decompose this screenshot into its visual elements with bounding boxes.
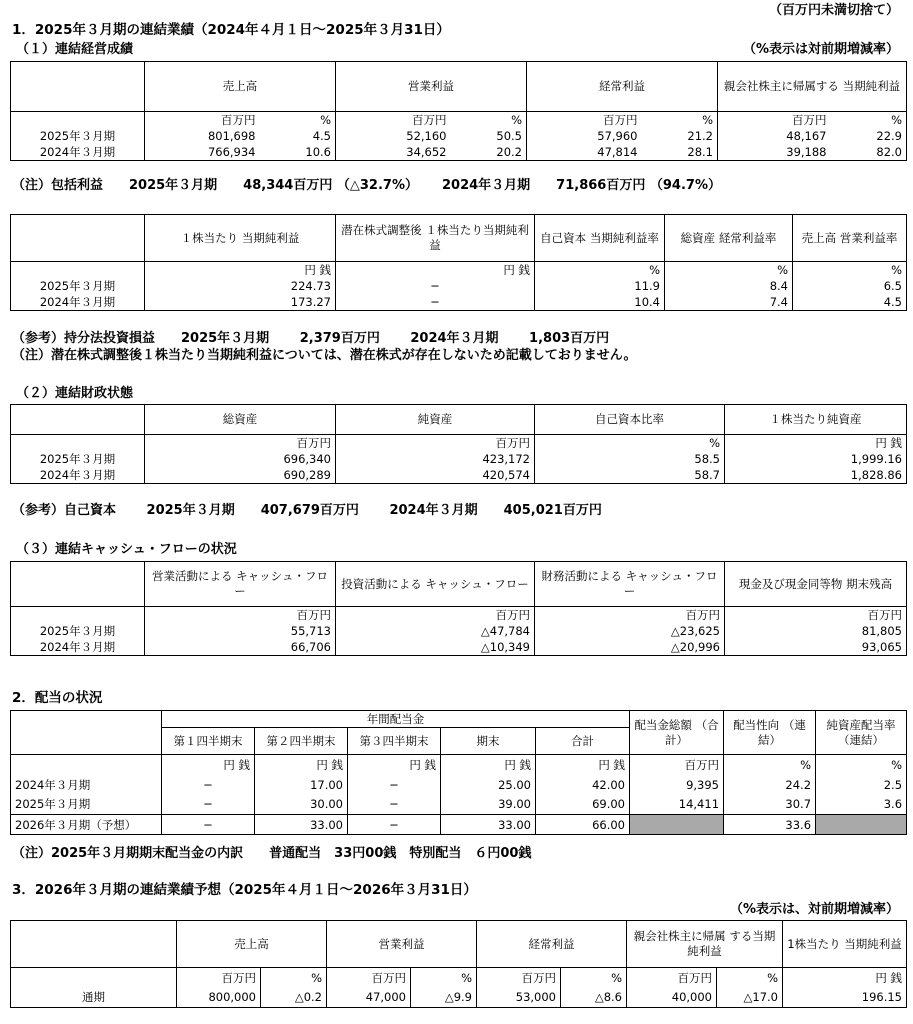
unit-cell: % (724, 755, 816, 775)
header-operating-profit: 営業利益 (327, 921, 477, 968)
unit-note: （百万円未満切捨て） (768, 3, 899, 18)
unit-blank (11, 262, 145, 279)
cell: 30.7 (724, 795, 816, 815)
table-row (11, 795, 907, 815)
unit-cell: 百万円 (145, 607, 336, 624)
cell: 1,828.86 (725, 467, 907, 484)
unit-cell: % (793, 262, 907, 279)
cell: 33.00 (255, 815, 348, 835)
row-label: 2025年３月期 (11, 128, 145, 144)
cell: ─ (348, 795, 441, 815)
shaded-cell (630, 815, 724, 835)
cell: ─ (348, 815, 441, 835)
header-eps: １株当たり 当期純利益 (145, 215, 336, 262)
header-operating-cf: 営業活動による キャッシュ・フロー (145, 562, 336, 607)
section-5-pct-note: （%表示は、対前期増減率） (729, 902, 899, 917)
header-roa: 総資産 経常利益率 (665, 215, 793, 262)
header-bps: １株当たり純資産 (725, 405, 907, 435)
cell: 58.7 (535, 467, 725, 484)
unit-cell: % (535, 435, 725, 452)
unit-cell: % (717, 968, 783, 988)
unit-cell: 百万円 (327, 968, 411, 988)
cell: 423,172 (336, 451, 535, 467)
cell: 33.00 (441, 815, 536, 835)
unit-cell: % (561, 968, 627, 988)
unit-cell: 円 銭 (336, 262, 535, 279)
shaded-cell (816, 815, 907, 835)
unit-cell: % (411, 968, 477, 988)
cell: 42.00 (536, 775, 630, 795)
header-blank (11, 405, 145, 435)
table-row (11, 815, 907, 835)
row-label: 2024年３月期 (11, 294, 145, 311)
cell: △20,996 (535, 639, 725, 656)
cell: 39,188 (718, 144, 831, 161)
cell: 1,999.16 (725, 451, 907, 467)
cell: ─ (348, 775, 441, 795)
unit-cell: % (642, 112, 718, 129)
dividend-breakdown-note: （注）2025年３月期期末配当金の内訳 普通配当 33円00銭 特別配当 ６円00銭 (12, 846, 532, 861)
cell: 69.00 (536, 795, 630, 815)
header-eps: 1株当たり 当期純利益 (783, 921, 907, 968)
cell: 53,000 (477, 988, 561, 1008)
header-blank (11, 921, 177, 968)
cell: 82.0 (831, 144, 907, 161)
unit-cell: 円 銭 (162, 755, 255, 775)
cell: 173.27 (145, 294, 336, 311)
header-blank (11, 62, 145, 112)
row-label: 2024年３月期 (11, 144, 145, 161)
dilution-note: （注）潜在株式調整後１株当たり当期純利益については、潜在株式が存在しないため記載しておりません。 (12, 348, 637, 363)
cell: 47,814 (527, 144, 642, 161)
unit-cell: 百万円 (535, 607, 725, 624)
cell: △47,784 (336, 623, 535, 639)
comprehensive-income-note: （注）包括利益 2025年３月期 48,344百万円 （△32.7%） 2024年３月期 71,866百万円 （94.7%） (12, 178, 721, 193)
unit-cell: % (260, 112, 336, 129)
cash-flows-table (10, 561, 907, 656)
section-5-title: 3．2026年３月期の連結業績予想（2025年４月１日～2026年３月31日） (12, 882, 477, 898)
cell: 81,805 (725, 623, 907, 639)
row-label: 通期 (11, 988, 177, 1008)
cell: 8.4 (665, 278, 793, 294)
unit-cell: 円 銭 (725, 435, 907, 452)
unit-cell: 円 銭 (783, 968, 907, 988)
cell: 40,000 (627, 988, 717, 1008)
cell: 34,652 (336, 144, 451, 161)
unit-cell: 円 銭 (145, 262, 336, 279)
header-roe: 自己資本 当期純利益率 (535, 215, 665, 262)
cell: 2.5 (816, 775, 907, 795)
unit-cell: 百万円 (177, 968, 261, 988)
unit-cell: 百万円 (145, 435, 336, 452)
header-equity-ratio: 自己資本比率 (535, 405, 725, 435)
unit-cell: % (535, 262, 665, 279)
header-ordinary-profit: 経常利益 (477, 921, 627, 968)
cell: 47,000 (327, 988, 411, 1008)
equity-method-note: （参考）持分法投資損益 2025年３月期 2,379百万円 2024年３月期 1,803百万円 (12, 331, 610, 346)
equity-capital-note: （参考）自己資本 2025年３月期 407,679百万円 2024年３月期 405,021百万円 (12, 503, 602, 518)
table-row (11, 988, 907, 1008)
cell: 24.2 (724, 775, 816, 795)
unit-cell: 百万円 (336, 112, 451, 129)
cell: 690,289 (145, 467, 336, 484)
section-3-subtitle: （３）連結キャッシュ・フローの状況 (16, 542, 237, 557)
cell: 4.5 (260, 128, 336, 144)
cell: 50.5 (451, 128, 527, 144)
cell: 696,340 (145, 451, 336, 467)
financial-position-table (10, 404, 907, 484)
row-label: 2025年３月期 (11, 278, 145, 294)
cell: ─ (162, 775, 255, 795)
row-label: 2025年３月期 (11, 623, 145, 639)
cell: 28.1 (642, 144, 718, 161)
cell: 48,167 (718, 128, 831, 144)
header-net-sales: 売上高 (145, 62, 336, 112)
cell: 93,065 (725, 639, 907, 656)
unit-cell: 百万円 (627, 968, 717, 988)
row-label: 2024年３月期 (11, 639, 145, 656)
unit-cell: % (816, 755, 907, 775)
cell: ─ (336, 278, 535, 294)
header-annual-dividend: 年間配当金 (162, 711, 630, 728)
header-payout-ratio: 配当性向 （連結） (724, 711, 816, 755)
header-blank (11, 711, 162, 755)
row-label: 2024年３月期 (11, 467, 145, 484)
unit-cell: 百万円 (336, 435, 535, 452)
unit-blank (11, 968, 177, 988)
cell: 55,713 (145, 623, 336, 639)
header-blank (11, 215, 145, 262)
cell: 58.5 (535, 451, 725, 467)
header-net-income: 親会社株主に帰属する 当期純利益 (718, 62, 907, 112)
unit-cell: 百万円 (725, 607, 907, 624)
header-investing-cf: 投資活動による キャッシュ・フロー (336, 562, 535, 607)
unit-cell: 百万円 (145, 112, 260, 129)
table-row (11, 451, 907, 467)
unit-cell: 円 銭 (255, 755, 348, 775)
section-1-pct-note: （%表示は対前期増減率） (742, 42, 899, 57)
cell: 800,000 (177, 988, 261, 1008)
header-q2: 第２四半期末 (255, 728, 348, 755)
unit-blank (11, 112, 145, 129)
table-row (11, 623, 907, 639)
header-net-assets: 純資産 (336, 405, 535, 435)
unit-cell: % (831, 112, 907, 129)
cell: △17.0 (717, 988, 783, 1008)
unit-cell: % (451, 112, 527, 129)
header-operating-profit: 営業利益 (336, 62, 527, 112)
cell: 11.9 (535, 278, 665, 294)
header-operating-margin: 売上高 営業利益率 (793, 215, 907, 262)
cell: 224.73 (145, 278, 336, 294)
table-row (11, 128, 907, 144)
cell: 4.5 (793, 294, 907, 311)
header-net-sales: 売上高 (177, 921, 327, 968)
table-row (11, 278, 907, 294)
cell: 6.5 (793, 278, 907, 294)
header-total-assets: 総資産 (145, 405, 336, 435)
header-year-end: 期末 (441, 728, 536, 755)
cell: 196.15 (783, 988, 907, 1008)
cell: △8.6 (561, 988, 627, 1008)
cell: 21.2 (642, 128, 718, 144)
cell: 57,960 (527, 128, 642, 144)
unit-cell: 円 銭 (536, 755, 630, 775)
operating-results-table (10, 61, 907, 161)
header-blank (11, 562, 145, 607)
cell: 39.00 (441, 795, 536, 815)
cell: 9,395 (630, 775, 724, 795)
unit-cell: 円 銭 (348, 755, 441, 775)
cell: 22.9 (831, 128, 907, 144)
section-1-subtitle: （１）連結経営成績 (16, 42, 134, 57)
cell: 25.00 (441, 775, 536, 795)
table-row (11, 775, 907, 795)
cell: 420,574 (336, 467, 535, 484)
row-label: 2024年３月期 (11, 775, 162, 795)
section-2-subtitle: （２）連結財政状態 (16, 386, 134, 401)
cell: △10,349 (336, 639, 535, 656)
cell: ─ (162, 815, 255, 835)
unit-cell: 円 銭 (441, 755, 536, 775)
unit-cell: 百万円 (630, 755, 724, 775)
cell: 30.00 (255, 795, 348, 815)
header-net-income: 親会社株主に帰属 する当期純利益 (627, 921, 783, 968)
header-financing-cf: 財務活動による キャッシュ・フロー (535, 562, 725, 607)
cell: 14,411 (630, 795, 724, 815)
unit-cell: % (261, 968, 327, 988)
unit-blank (11, 435, 145, 452)
cell: △23,625 (535, 623, 725, 639)
cell: 10.4 (535, 294, 665, 311)
cell: 766,934 (145, 144, 260, 161)
per-share-ratios-table (10, 214, 907, 311)
cell: ─ (162, 795, 255, 815)
cell: 66.00 (536, 815, 630, 835)
cell: △0.2 (261, 988, 327, 1008)
table-row (11, 144, 907, 161)
cell: 10.6 (260, 144, 336, 161)
unit-cell: 百万円 (336, 607, 535, 624)
table-row (11, 294, 907, 311)
unit-cell: 百万円 (718, 112, 831, 129)
cell: 17.00 (255, 775, 348, 795)
cell: 801,698 (145, 128, 260, 144)
section-1-title: 1．2025年３月期の連結業績（2024年４月１日～2025年３月31日） (12, 22, 450, 38)
header-ordinary-profit: 経常利益 (527, 62, 718, 112)
header-doe: 純資産配当率 （連結） (816, 711, 907, 755)
table-row (11, 467, 907, 484)
header-total: 合計 (536, 728, 630, 755)
row-label: 2025年３月期 (11, 451, 145, 467)
forecast-table (10, 920, 907, 1008)
header-cash-balance: 現金及び現金同等物 期末残高 (725, 562, 907, 607)
row-label: 2025年３月期 (11, 795, 162, 815)
unit-cell: 百万円 (527, 112, 642, 129)
cell: 20.2 (451, 144, 527, 161)
cell: 33.6 (724, 815, 816, 835)
header-q1: 第１四半期末 (162, 728, 255, 755)
dividends-table (10, 710, 907, 835)
unit-blank (11, 607, 145, 624)
cell: 52,160 (336, 128, 451, 144)
unit-blank (11, 755, 162, 775)
cell: 7.4 (665, 294, 793, 311)
section-4-title: 2．配当の状況 (12, 690, 103, 706)
header-q3: 第３四半期末 (348, 728, 441, 755)
header-dividend-total: 配当金総額 （合計） (630, 711, 724, 755)
table-row (11, 639, 907, 656)
unit-cell: 百万円 (477, 968, 561, 988)
cell: 66,706 (145, 639, 336, 656)
cell: ─ (336, 294, 535, 311)
cell: △9.9 (411, 988, 477, 1008)
unit-cell: % (665, 262, 793, 279)
cell: 3.6 (816, 795, 907, 815)
header-diluted-eps: 潜在株式調整後 １株当たり当期純利益 (336, 215, 535, 262)
row-label: 2026年３月期（予想） (11, 815, 162, 835)
